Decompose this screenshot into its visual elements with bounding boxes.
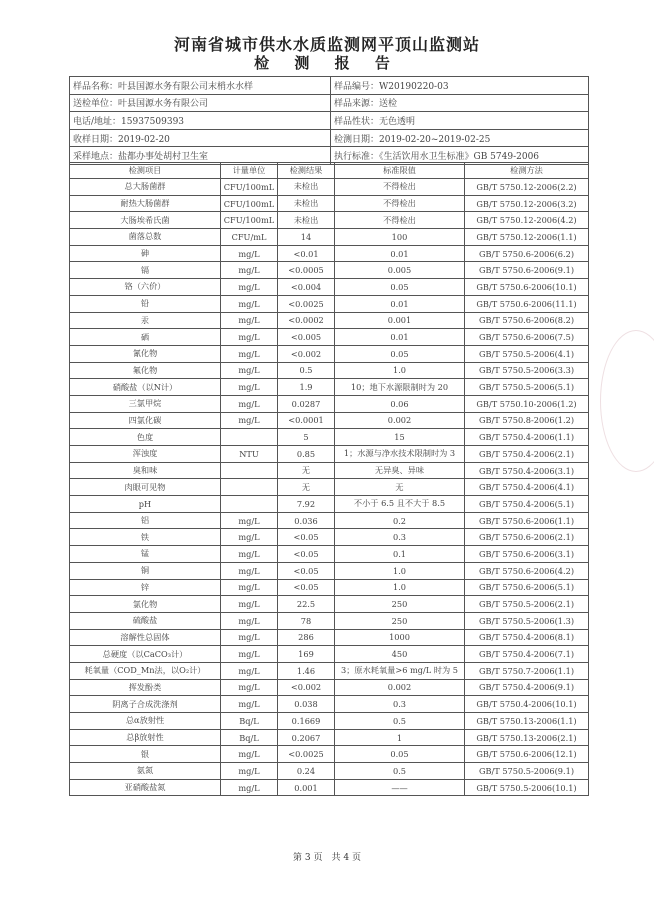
table-cell: 无异臭、异味 bbox=[335, 462, 465, 479]
table-cell: 0.3 bbox=[335, 696, 465, 713]
table-cell: GB/T 5750.6-2006(7.5) bbox=[465, 329, 589, 346]
table-cell: GB/T 5750.4-2006(7.1) bbox=[465, 646, 589, 663]
table-cell: 浑浊度 bbox=[70, 446, 221, 463]
table-cell: 1；水源与净水技术限制时为 3 bbox=[335, 446, 465, 463]
table-cell: 0.002 bbox=[335, 679, 465, 696]
table-row bbox=[70, 629, 589, 646]
table-cell: mg/L bbox=[221, 763, 278, 780]
table-cell: GB/T 5750.4-2006(2.1) bbox=[465, 446, 589, 463]
table-cell: 铝 bbox=[70, 512, 221, 529]
table-cell bbox=[221, 496, 278, 513]
info-row bbox=[70, 77, 589, 95]
table-cell: 氯化物 bbox=[70, 596, 221, 613]
table-cell: 0.24 bbox=[278, 763, 335, 780]
table-cell: 铁 bbox=[70, 529, 221, 546]
table-row bbox=[70, 395, 589, 412]
table-cell: GB/T 5750.12-2006(2.2) bbox=[465, 179, 589, 196]
table-row bbox=[70, 562, 589, 579]
table-row bbox=[70, 612, 589, 629]
table-row bbox=[70, 512, 589, 529]
table-cell: GB/T 5750.6-2006(4.2) bbox=[465, 562, 589, 579]
info-row bbox=[70, 94, 589, 112]
table-cell: <0.05 bbox=[278, 579, 335, 596]
table-cell: GB/T 5750.12-2006(1.1) bbox=[465, 229, 589, 246]
table-cell: 总大肠菌群 bbox=[70, 179, 221, 196]
table-cell: 菌落总数 bbox=[70, 229, 221, 246]
table-row bbox=[70, 479, 589, 496]
table-row bbox=[70, 379, 589, 396]
info-cell: 送检单位：叶县国源水务有限公司 bbox=[70, 94, 331, 112]
info-row bbox=[70, 129, 589, 147]
table-cell: GB/T 5750.13-2006(1.1) bbox=[465, 713, 589, 730]
table-cell: 未检出 bbox=[278, 212, 335, 229]
table-cell: CFU/100mL bbox=[221, 195, 278, 212]
table-cell: GB/T 5750.6-2006(5.1) bbox=[465, 579, 589, 596]
table-cell bbox=[221, 429, 278, 446]
table-cell: 100 bbox=[335, 229, 465, 246]
table-cell: <0.05 bbox=[278, 529, 335, 546]
table-cell: mg/L bbox=[221, 612, 278, 629]
table-cell: 耐热大肠菌群 bbox=[70, 195, 221, 212]
table-cell: GB/T 5750.5-2006(1.3) bbox=[465, 612, 589, 629]
table-row bbox=[70, 729, 589, 746]
table-cell: 四氯化碳 bbox=[70, 412, 221, 429]
info-cell: 检测日期：2019-02-20~2019-02-25 bbox=[331, 129, 589, 147]
table-cell: pH bbox=[70, 496, 221, 513]
table-cell: GB/T 5750.6-2006(9.1) bbox=[465, 262, 589, 279]
table-cell: <0.004 bbox=[278, 279, 335, 296]
table-cell: GB/T 5750.10-2006(1.2) bbox=[465, 395, 589, 412]
info-cell: 样品编号：W20190220-03 bbox=[331, 77, 589, 95]
table-row bbox=[70, 763, 589, 780]
table-cell: 银 bbox=[70, 746, 221, 763]
table-cell: 1.0 bbox=[335, 362, 465, 379]
table-cell: <0.0025 bbox=[278, 295, 335, 312]
table-cell: GB/T 5750.6-2006(8.2) bbox=[465, 312, 589, 329]
table-row bbox=[70, 462, 589, 479]
table-cell: mg/L bbox=[221, 746, 278, 763]
table-row bbox=[70, 262, 589, 279]
info-cell: 电话/地址：15937509393 bbox=[70, 112, 331, 130]
table-cell: CFU/100mL bbox=[221, 212, 278, 229]
table-cell: GB/T 5750.4-2006(3.1) bbox=[465, 462, 589, 479]
table-cell: GB/T 5750.4-2006(5.1) bbox=[465, 496, 589, 513]
table-cell: 14 bbox=[278, 229, 335, 246]
column-header: 检测方法 bbox=[465, 163, 589, 179]
table-cell: 氟化物 bbox=[70, 362, 221, 379]
table-cell: 无 bbox=[335, 479, 465, 496]
table-cell: 0.01 bbox=[335, 295, 465, 312]
table-cell: GB/T 5750.6-2006(10.1) bbox=[465, 279, 589, 296]
table-cell: mg/L bbox=[221, 679, 278, 696]
table-cell: NTU bbox=[221, 446, 278, 463]
table-cell: <0.0025 bbox=[278, 746, 335, 763]
table-row bbox=[70, 312, 589, 329]
station-title: 河南省城市供水水质监测网平顶山监测站 bbox=[173, 35, 480, 54]
table-row bbox=[70, 546, 589, 563]
column-header: 标准限值 bbox=[335, 163, 465, 179]
table-cell: <0.01 bbox=[278, 245, 335, 262]
table-cell: 0.05 bbox=[335, 279, 465, 296]
table-cell: mg/L bbox=[221, 646, 278, 663]
table-cell: 7.92 bbox=[278, 496, 335, 513]
table-cell: 无 bbox=[278, 479, 335, 496]
table-cell: GB/T 5750.4-2006(4.1) bbox=[465, 479, 589, 496]
table-cell: 未检出 bbox=[278, 195, 335, 212]
table-cell: 锌 bbox=[70, 579, 221, 596]
table-cell: mg/L bbox=[221, 295, 278, 312]
table-cell: mg/L bbox=[221, 312, 278, 329]
table-cell: 250 bbox=[335, 596, 465, 613]
table-cell: 亚硝酸盐氮 bbox=[70, 779, 221, 796]
table-cell: 78 bbox=[278, 612, 335, 629]
table-cell: mg/L bbox=[221, 596, 278, 613]
table-row bbox=[70, 295, 589, 312]
table-cell: 0.5 bbox=[278, 362, 335, 379]
table-cell: 0.05 bbox=[335, 345, 465, 362]
table-cell: 色度 bbox=[70, 429, 221, 446]
table-cell: <0.0001 bbox=[278, 412, 335, 429]
table-cell: mg/L bbox=[221, 279, 278, 296]
table-cell: 5 bbox=[278, 429, 335, 446]
table-cell: 铬（六价） bbox=[70, 279, 221, 296]
table-cell bbox=[221, 479, 278, 496]
table-cell: 氰化物 bbox=[70, 345, 221, 362]
info-cell: 样品来源：送检 bbox=[331, 94, 589, 112]
table-cell: 1.0 bbox=[335, 579, 465, 596]
table-cell: 汞 bbox=[70, 312, 221, 329]
table-cell: 0.05 bbox=[335, 746, 465, 763]
table-cell: 0.001 bbox=[335, 312, 465, 329]
table-row bbox=[70, 779, 589, 796]
table-cell: —— bbox=[335, 779, 465, 796]
table-cell: 臭和味 bbox=[70, 462, 221, 479]
table-cell: 0.2 bbox=[335, 512, 465, 529]
table-cell: 硫酸盐 bbox=[70, 612, 221, 629]
table-cell: 未检出 bbox=[278, 179, 335, 196]
table-cell: mg/L bbox=[221, 245, 278, 262]
table-cell: 铜 bbox=[70, 562, 221, 579]
table-cell: 450 bbox=[335, 646, 465, 663]
table-cell: mg/L bbox=[221, 546, 278, 563]
table-cell: mg/L bbox=[221, 345, 278, 362]
table-cell: 氨氮 bbox=[70, 763, 221, 780]
table-cell: GB/T 5750.5-2006(2.1) bbox=[465, 596, 589, 613]
table-cell: mg/L bbox=[221, 512, 278, 529]
table-cell: GB/T 5750.5-2006(3.3) bbox=[465, 362, 589, 379]
table-cell: GB/T 5750.7-2006(1.1) bbox=[465, 662, 589, 679]
table-cell: 阴离子合成洗涤剂 bbox=[70, 696, 221, 713]
table-cell: 0.5 bbox=[335, 763, 465, 780]
table-cell bbox=[221, 462, 278, 479]
table-row bbox=[70, 429, 589, 446]
table-cell: 1000 bbox=[335, 629, 465, 646]
table-cell: 0.85 bbox=[278, 446, 335, 463]
table-cell: <0.05 bbox=[278, 562, 335, 579]
table-cell: mg/L bbox=[221, 629, 278, 646]
table-cell: 总α放射性 bbox=[70, 713, 221, 730]
table-cell: <0.005 bbox=[278, 329, 335, 346]
table-cell: CFU/100mL bbox=[221, 179, 278, 196]
table-cell: 0.001 bbox=[278, 779, 335, 796]
table-cell: mg/L bbox=[221, 395, 278, 412]
table-cell: GB/T 5750.6-2006(1.1) bbox=[465, 512, 589, 529]
table-cell: mg/L bbox=[221, 562, 278, 579]
table-row bbox=[70, 529, 589, 546]
table-row bbox=[70, 496, 589, 513]
table-cell: 0.06 bbox=[335, 395, 465, 412]
table-cell: 0.1 bbox=[335, 546, 465, 563]
table-cell: 1.46 bbox=[278, 662, 335, 679]
column-header: 检测结果 bbox=[278, 163, 335, 179]
table-cell: 总β放射性 bbox=[70, 729, 221, 746]
table-cell: mg/L bbox=[221, 779, 278, 796]
table-cell: 1 bbox=[335, 729, 465, 746]
table-cell: 10；地下水源限制时为 20 bbox=[335, 379, 465, 396]
table-cell: 22.5 bbox=[278, 596, 335, 613]
table-row bbox=[70, 662, 589, 679]
table-cell: 不得检出 bbox=[335, 195, 465, 212]
table-row bbox=[70, 229, 589, 246]
table-cell: 286 bbox=[278, 629, 335, 646]
table-cell: GB/T 5750.4-2006(8.1) bbox=[465, 629, 589, 646]
info-cell: 采样地点：盐都办事处胡村卫生室 bbox=[70, 147, 331, 165]
table-cell: 0.3 bbox=[335, 529, 465, 546]
table-cell: 169 bbox=[278, 646, 335, 663]
table-cell: 大肠埃希氏菌 bbox=[70, 212, 221, 229]
table-cell: mg/L bbox=[221, 412, 278, 429]
table-cell: GB/T 5750.8-2006(1.2) bbox=[465, 412, 589, 429]
sample-info-table bbox=[69, 76, 589, 165]
table-row bbox=[70, 212, 589, 229]
table-cell: GB/T 5750.13-2006(2.1) bbox=[465, 729, 589, 746]
table-row bbox=[70, 362, 589, 379]
info-cell: 样品名称：叶县国源水务有限公司末梢水水样 bbox=[70, 77, 331, 95]
table-cell: GB/T 5750.5-2006(9.1) bbox=[465, 763, 589, 780]
table-cell: GB/T 5750.4-2006(10.1) bbox=[465, 696, 589, 713]
table-cell: 肉眼可见物 bbox=[70, 479, 221, 496]
table-cell: GB/T 5750.6-2006(12.1) bbox=[465, 746, 589, 763]
table-row bbox=[70, 446, 589, 463]
table-row bbox=[70, 279, 589, 296]
table-cell: mg/L bbox=[221, 262, 278, 279]
table-cell: 0.01 bbox=[335, 245, 465, 262]
table-cell: 1.0 bbox=[335, 562, 465, 579]
table-row bbox=[70, 596, 589, 613]
table-cell: 不得检出 bbox=[335, 212, 465, 229]
info-cell: 执行标准：《生活饮用水卫生标准》GB 5749-2006 bbox=[331, 147, 589, 165]
table-cell: GB/T 5750.6-2006(3.1) bbox=[465, 546, 589, 563]
table-cell: 0.005 bbox=[335, 262, 465, 279]
table-row bbox=[70, 329, 589, 346]
table-header-row bbox=[70, 163, 589, 179]
table-cell: 0.0287 bbox=[278, 395, 335, 412]
report-title: 检 测 报 告 bbox=[254, 54, 400, 72]
table-cell: mg/L bbox=[221, 579, 278, 596]
info-cell: 收样日期：2019-02-20 bbox=[70, 129, 331, 147]
table-cell: mg/L bbox=[221, 529, 278, 546]
table-cell: 250 bbox=[335, 612, 465, 629]
column-header: 计量单位 bbox=[221, 163, 278, 179]
table-cell: CFU/mL bbox=[221, 229, 278, 246]
table-cell: 硝酸盐（以N计） bbox=[70, 379, 221, 396]
table-cell: 0.5 bbox=[335, 713, 465, 730]
table-cell: 总硬度（以CaCO₃计） bbox=[70, 646, 221, 663]
table-row bbox=[70, 195, 589, 212]
page-footer: 第 3 页 共 4 页 bbox=[293, 853, 361, 863]
table-row bbox=[70, 713, 589, 730]
table-cell: 1.9 bbox=[278, 379, 335, 396]
table-cell: GB/T 5750.5-2006(5.1) bbox=[465, 379, 589, 396]
seal-stamp bbox=[600, 330, 654, 472]
table-cell: 三氯甲烷 bbox=[70, 395, 221, 412]
table-cell: 0.002 bbox=[335, 412, 465, 429]
table-cell: mg/L bbox=[221, 329, 278, 346]
table-cell: Bq/L bbox=[221, 729, 278, 746]
table-cell: GB/T 5750.6-2006(6.2) bbox=[465, 245, 589, 262]
table-cell: 不得检出 bbox=[335, 179, 465, 196]
table-cell: 0.038 bbox=[278, 696, 335, 713]
table-cell: Bq/L bbox=[221, 713, 278, 730]
table-cell: GB/T 5750.5-2006(10.1) bbox=[465, 779, 589, 796]
test-results-table bbox=[69, 162, 589, 796]
table-row bbox=[70, 646, 589, 663]
table-cell: GB/T 5750.6-2006(2.1) bbox=[465, 529, 589, 546]
table-row bbox=[70, 412, 589, 429]
table-cell: 挥发酚类 bbox=[70, 679, 221, 696]
table-cell: 0.036 bbox=[278, 512, 335, 529]
table-cell: <0.05 bbox=[278, 546, 335, 563]
table-cell: 3；原水耗氧量>6 mg/L 时为 5 bbox=[335, 662, 465, 679]
table-cell: <0.0005 bbox=[278, 262, 335, 279]
table-cell: mg/L bbox=[221, 662, 278, 679]
table-cell: 不小于 6.5 且不大于 8.5 bbox=[335, 496, 465, 513]
table-row bbox=[70, 746, 589, 763]
table-cell: 0.1669 bbox=[278, 713, 335, 730]
table-cell: GB/T 5750.12-2006(3.2) bbox=[465, 195, 589, 212]
table-row bbox=[70, 679, 589, 696]
table-cell: mg/L bbox=[221, 362, 278, 379]
table-cell: GB/T 5750.4-2006(9.1) bbox=[465, 679, 589, 696]
table-row bbox=[70, 696, 589, 713]
table-cell: GB/T 5750.12-2006(4.2) bbox=[465, 212, 589, 229]
table-cell: 0.01 bbox=[335, 329, 465, 346]
table-cell: <0.002 bbox=[278, 345, 335, 362]
table-row bbox=[70, 179, 589, 196]
table-cell: mg/L bbox=[221, 379, 278, 396]
table-cell: GB/T 5750.4-2006(1.1) bbox=[465, 429, 589, 446]
info-cell: 样品性状：无色透明 bbox=[331, 112, 589, 130]
column-header: 检测项目 bbox=[70, 163, 221, 179]
table-cell: 硒 bbox=[70, 329, 221, 346]
table-cell: <0.0002 bbox=[278, 312, 335, 329]
table-cell: 无 bbox=[278, 462, 335, 479]
table-cell: 铅 bbox=[70, 295, 221, 312]
table-cell: 镉 bbox=[70, 262, 221, 279]
table-cell: GB/T 5750.5-2006(4.1) bbox=[465, 345, 589, 362]
table-cell: GB/T 5750.6-2006(11.1) bbox=[465, 295, 589, 312]
info-row bbox=[70, 112, 589, 130]
table-cell: 砷 bbox=[70, 245, 221, 262]
table-cell: mg/L bbox=[221, 696, 278, 713]
table-cell: <0.002 bbox=[278, 679, 335, 696]
table-row bbox=[70, 345, 589, 362]
table-cell: 锰 bbox=[70, 546, 221, 563]
table-row bbox=[70, 579, 589, 596]
table-cell: 15 bbox=[335, 429, 465, 446]
table-cell: 溶解性总固体 bbox=[70, 629, 221, 646]
table-cell: 0.2067 bbox=[278, 729, 335, 746]
table-row bbox=[70, 245, 589, 262]
table-cell: 耗氧量（COD_Mn法，以O₂计） bbox=[70, 662, 221, 679]
